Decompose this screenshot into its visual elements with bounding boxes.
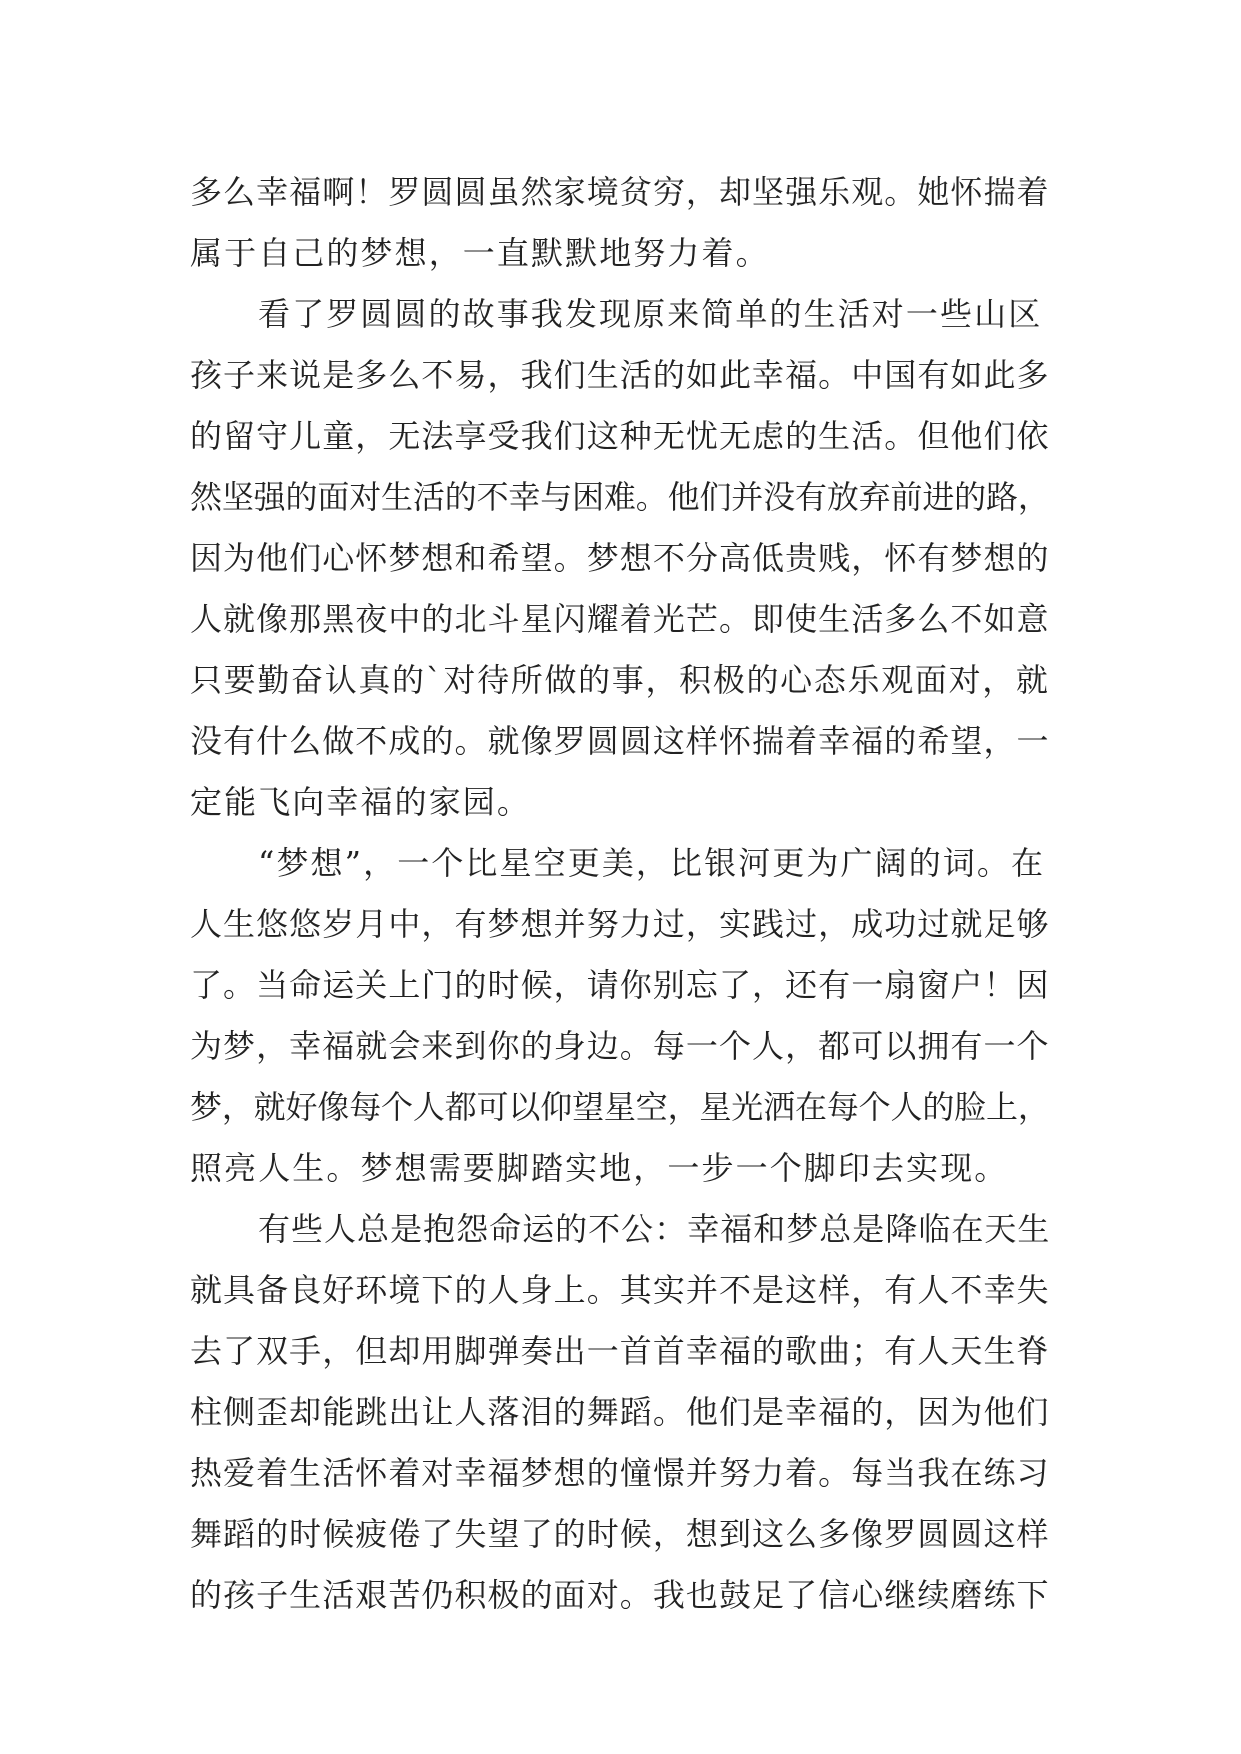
text-line: 为梦，幸福就会来到你的身边。每一个人，都可以拥有一个: [190, 1027, 1050, 1065]
text-line: 多么幸福啊！罗圆圆虽然家境贫穷，却坚强乐观。她怀揣着: [190, 173, 1050, 211]
text-line: 的留守儿童，无法享受我们这种无忧无虑的生活。但他们依: [190, 417, 1050, 455]
text-line: 只要勤奋认真的`对待所做的事，积极的心态乐观面对，就: [190, 661, 1050, 699]
text-line: 人生悠悠岁月中，有梦想并努力过，实践过，成功过就足够: [190, 905, 1050, 943]
text-line: 柱侧歪却能跳出让人落泪的舞蹈。他们是幸福的，因为他们: [190, 1393, 1050, 1431]
paragraph-first-line: “梦想”，一个比星空更美，比银河更为广阔的词。在: [258, 844, 1046, 882]
text-line: 就具备良好环境下的人身上。其实并不是这样，有人不幸失: [190, 1271, 1050, 1309]
text-line: 舞蹈的时候疲倦了失望了的时候，想到这么多像罗圆圆这样: [190, 1515, 1050, 1553]
text-line: 没有什么做不成的。就像罗圆圆这样怀揣着幸福的希望，一: [190, 722, 1050, 760]
text-line: 因为他们心怀梦想和希望。梦想不分高低贵贱，怀有梦想的: [190, 539, 1050, 577]
text-line: 然坚强的面对生活的不幸与困难。他们并没有放弃前进的路，: [190, 478, 1050, 516]
document-body: [190, 162, 1050, 1626]
text-line: 定能飞向幸福的家园。: [190, 783, 532, 821]
text-line: 的孩子生活艰苦仍积极的面对。我也鼓足了信心继续磨练下: [190, 1576, 1050, 1614]
paragraph-first-line: 看了罗圆圆的故事我发现原来简单的生活对一些山区: [258, 295, 1043, 333]
text-line: 孩子来说是多么不易，我们生活的如此幸福。中国有如此多: [190, 356, 1050, 394]
paragraph-first-line: 有些人总是抱怨命运的不公：幸福和梦总是降临在天生: [258, 1210, 1051, 1248]
text-line: 照亮人生。梦想需要脚踏实地，一步一个脚印去实现。: [190, 1149, 1009, 1187]
text-line: 人就像那黑夜中的北斗星闪耀着光芒。即使生活多么不如意: [190, 600, 1050, 638]
text-line: 梦，就好像每个人都可以仰望星空，星光洒在每个人的脸上，: [190, 1088, 1050, 1126]
text-line: 了。当命运关上门的时候，请你别忘了，还有一扇窗户！因: [190, 966, 1050, 1004]
text-line: 去了双手，但却用脚弹奏出一首首幸福的歌曲；有人天生脊: [190, 1332, 1050, 1370]
text-line: 热爱着生活怀着对幸福梦想的憧憬并努力着。每当我在练习: [190, 1454, 1050, 1492]
text-line: 属于自己的梦想，一直默默地努力着。: [190, 234, 770, 272]
